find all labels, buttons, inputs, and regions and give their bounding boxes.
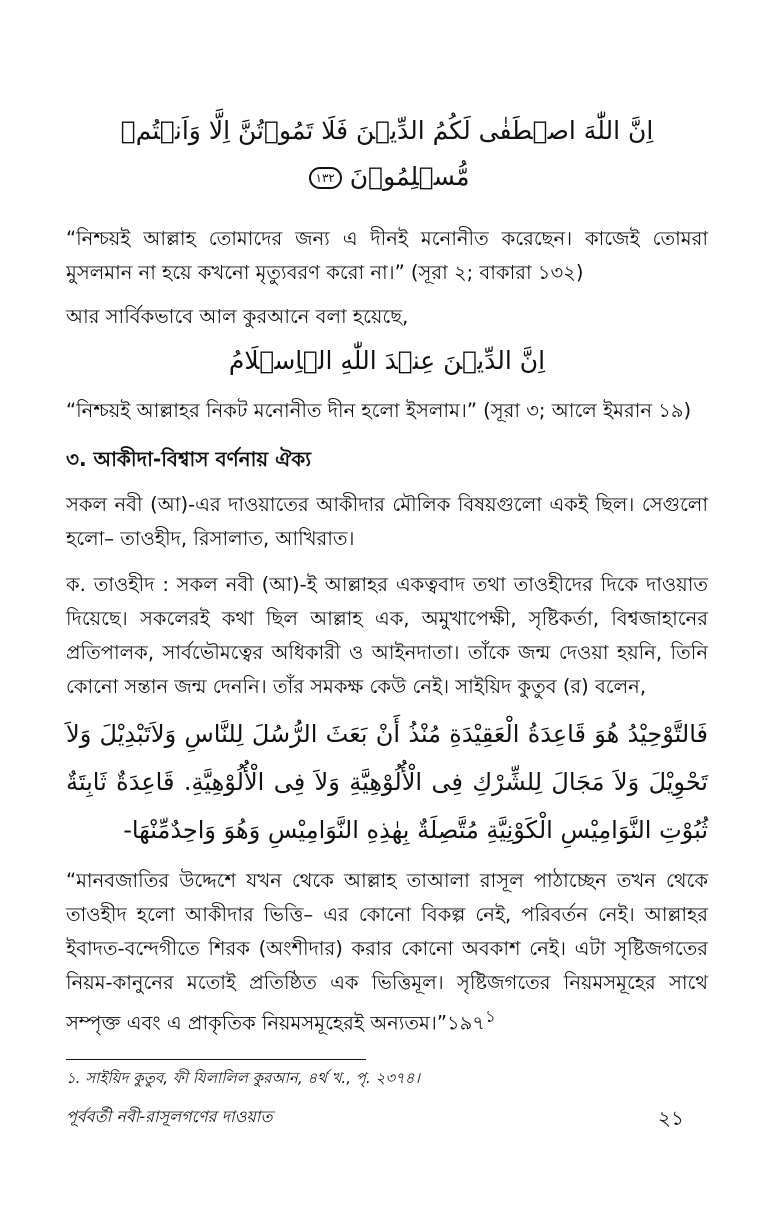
section-heading: ৩. আকীদা-বিশ্বাস বর্ণনায় ঐক্য [66,447,312,471]
verse-1-translation: “নিশ্চয়ই আল্লাহ তোমাদের জন্য এ দীনই মনোনীত করেছেন। কাজেই তোমরা মুসলমান না হয়ে কখনো মৃত্যুবরণ করো না।” (সূরা ২; বাকারা ১৩২) [66,227,708,284]
quran-verse-2: اِنَّ الدِّیۡنَ عِنۡدَ اللّٰهِ الۡاِسۡلَامُ [228,346,546,375]
ayah-number-mark: ١٣٢ [309,167,342,189]
intro-line: আর সার্বিকভাবে আল কুরআনে বলা হয়েছে, [66,305,409,328]
quran-verse-1 [66,108,708,200]
footer-title: পূর্ববর্তী নবী-রাসূলগণের দাওয়াত [66,1107,273,1126]
quote-translation-text: “মানবজাতির উদ্দেশে যখন থেকে আল্লাহ তাআলা রাসূল পাঠাচ্ছেন তখন থেকে তাওহীদ হলো আকীদার ভিত্তি– এর কোনো বিকল্প নেই, পরিবর্তন নেই। আল্লাহর ইবাদত-বন্দেগীতে শিরক (অংশীদার) করার কোনো অবকাশ নেই। এটা সৃষ্টিজগতের নিয়ম-কানুনের মতোই প্রতিষ্ঠিত এক ভিত্তিমূল। সৃষ্টিজগতের নিয়মসমূহের সাথে সম্পৃক্ত এবং এ প্রাকৃতিক নিয়মসমূহেরই অন্যতম।”১৯৭ [66,869,708,1035]
page-footer [66,1104,684,1137]
paragraph-tawhid: ক. তাওহীদ : সকল নবী (আ)-ই আল্লাহর একত্ববাদ তথা তাওহীদের দিকে দাওয়াত দিয়েছে। সকলেরই কথা ছিল আল্লাহ এক, অমুখাপেক্ষী, সৃষ্টিকর্তা, বিশ্বজাহানের প্রতিপালক, সার্বভৌমত্বের অধিকারী ও আইনদাতা। তাঁকে জন্ম দেওয়া হয়নি, তিনি কোনো সন্তান জন্ম দেননি। তাঁর সমকক্ষ কেউ নেই। সাইয়িদ কুতুব (র) বলেন, [66,573,708,698]
page-number: ২১ [658,1106,684,1130]
footnote-ref: ১ [484,1007,496,1026]
arabic-quote-qutb: فَالتَّوْحِيْدُ هُوَ قَاعِدَةُ الْعَقِيْدَةِ مُنْذُ أَنْ بَعَثَ الرُّسُلَ لِلنَّاسِ وَلاَتَبْدِيْلَ وَلاَ تَحْوِيْلَ وَلاَ مَجَالَ لِلشِّرْكِ فِى الْأُلُوْهِيَّةِ وَلاَ فِى الْأُلُوْهِيَّةِ. قَاعِدَةٌ ثَابِتَةٌ ثُبُوْتِ النَّوَامِيْسِ الْكَوْنِيَّةِ مُتَّصِلَةٌ بِهٰذِهِ النَّوَامِيْسِ وَهُوَ وَاحِدٌمِّنْهَا- [66,720,708,844]
quran-verse-1-text: اِنَّ اللّٰهَ اصۡطَفٰی لَکُمُ الدِّیۡنَ فَلَا تَمُوۡتُنَّ اِلَّا وَاَنۡتُمۡ مُّسۡلِمُوۡنَ [120,116,654,191]
footnote: ১. সাইয়িদ কুতুব, ফী যিলালিল কুরআন, ৪র্থ খ., পৃ. ২৩৭৪। [66,1068,420,1087]
paragraph-fundamentals: সকল নবী (আ)-এর দাওয়াতের আকীদার মৌলিক বিষয়গুলো একই ছিল। সেগুলো হলো– তাওহীদ, রিসালাত, আখিরাত। [66,493,708,550]
verse-2-translation: “নিশ্চয়ই আল্লাহর নিকট মনোনীত দীন হলো ইসলাম।” (সূরা ৩; আলে ইমরান ১৯) [66,399,692,422]
quote-translation [66,864,708,1041]
